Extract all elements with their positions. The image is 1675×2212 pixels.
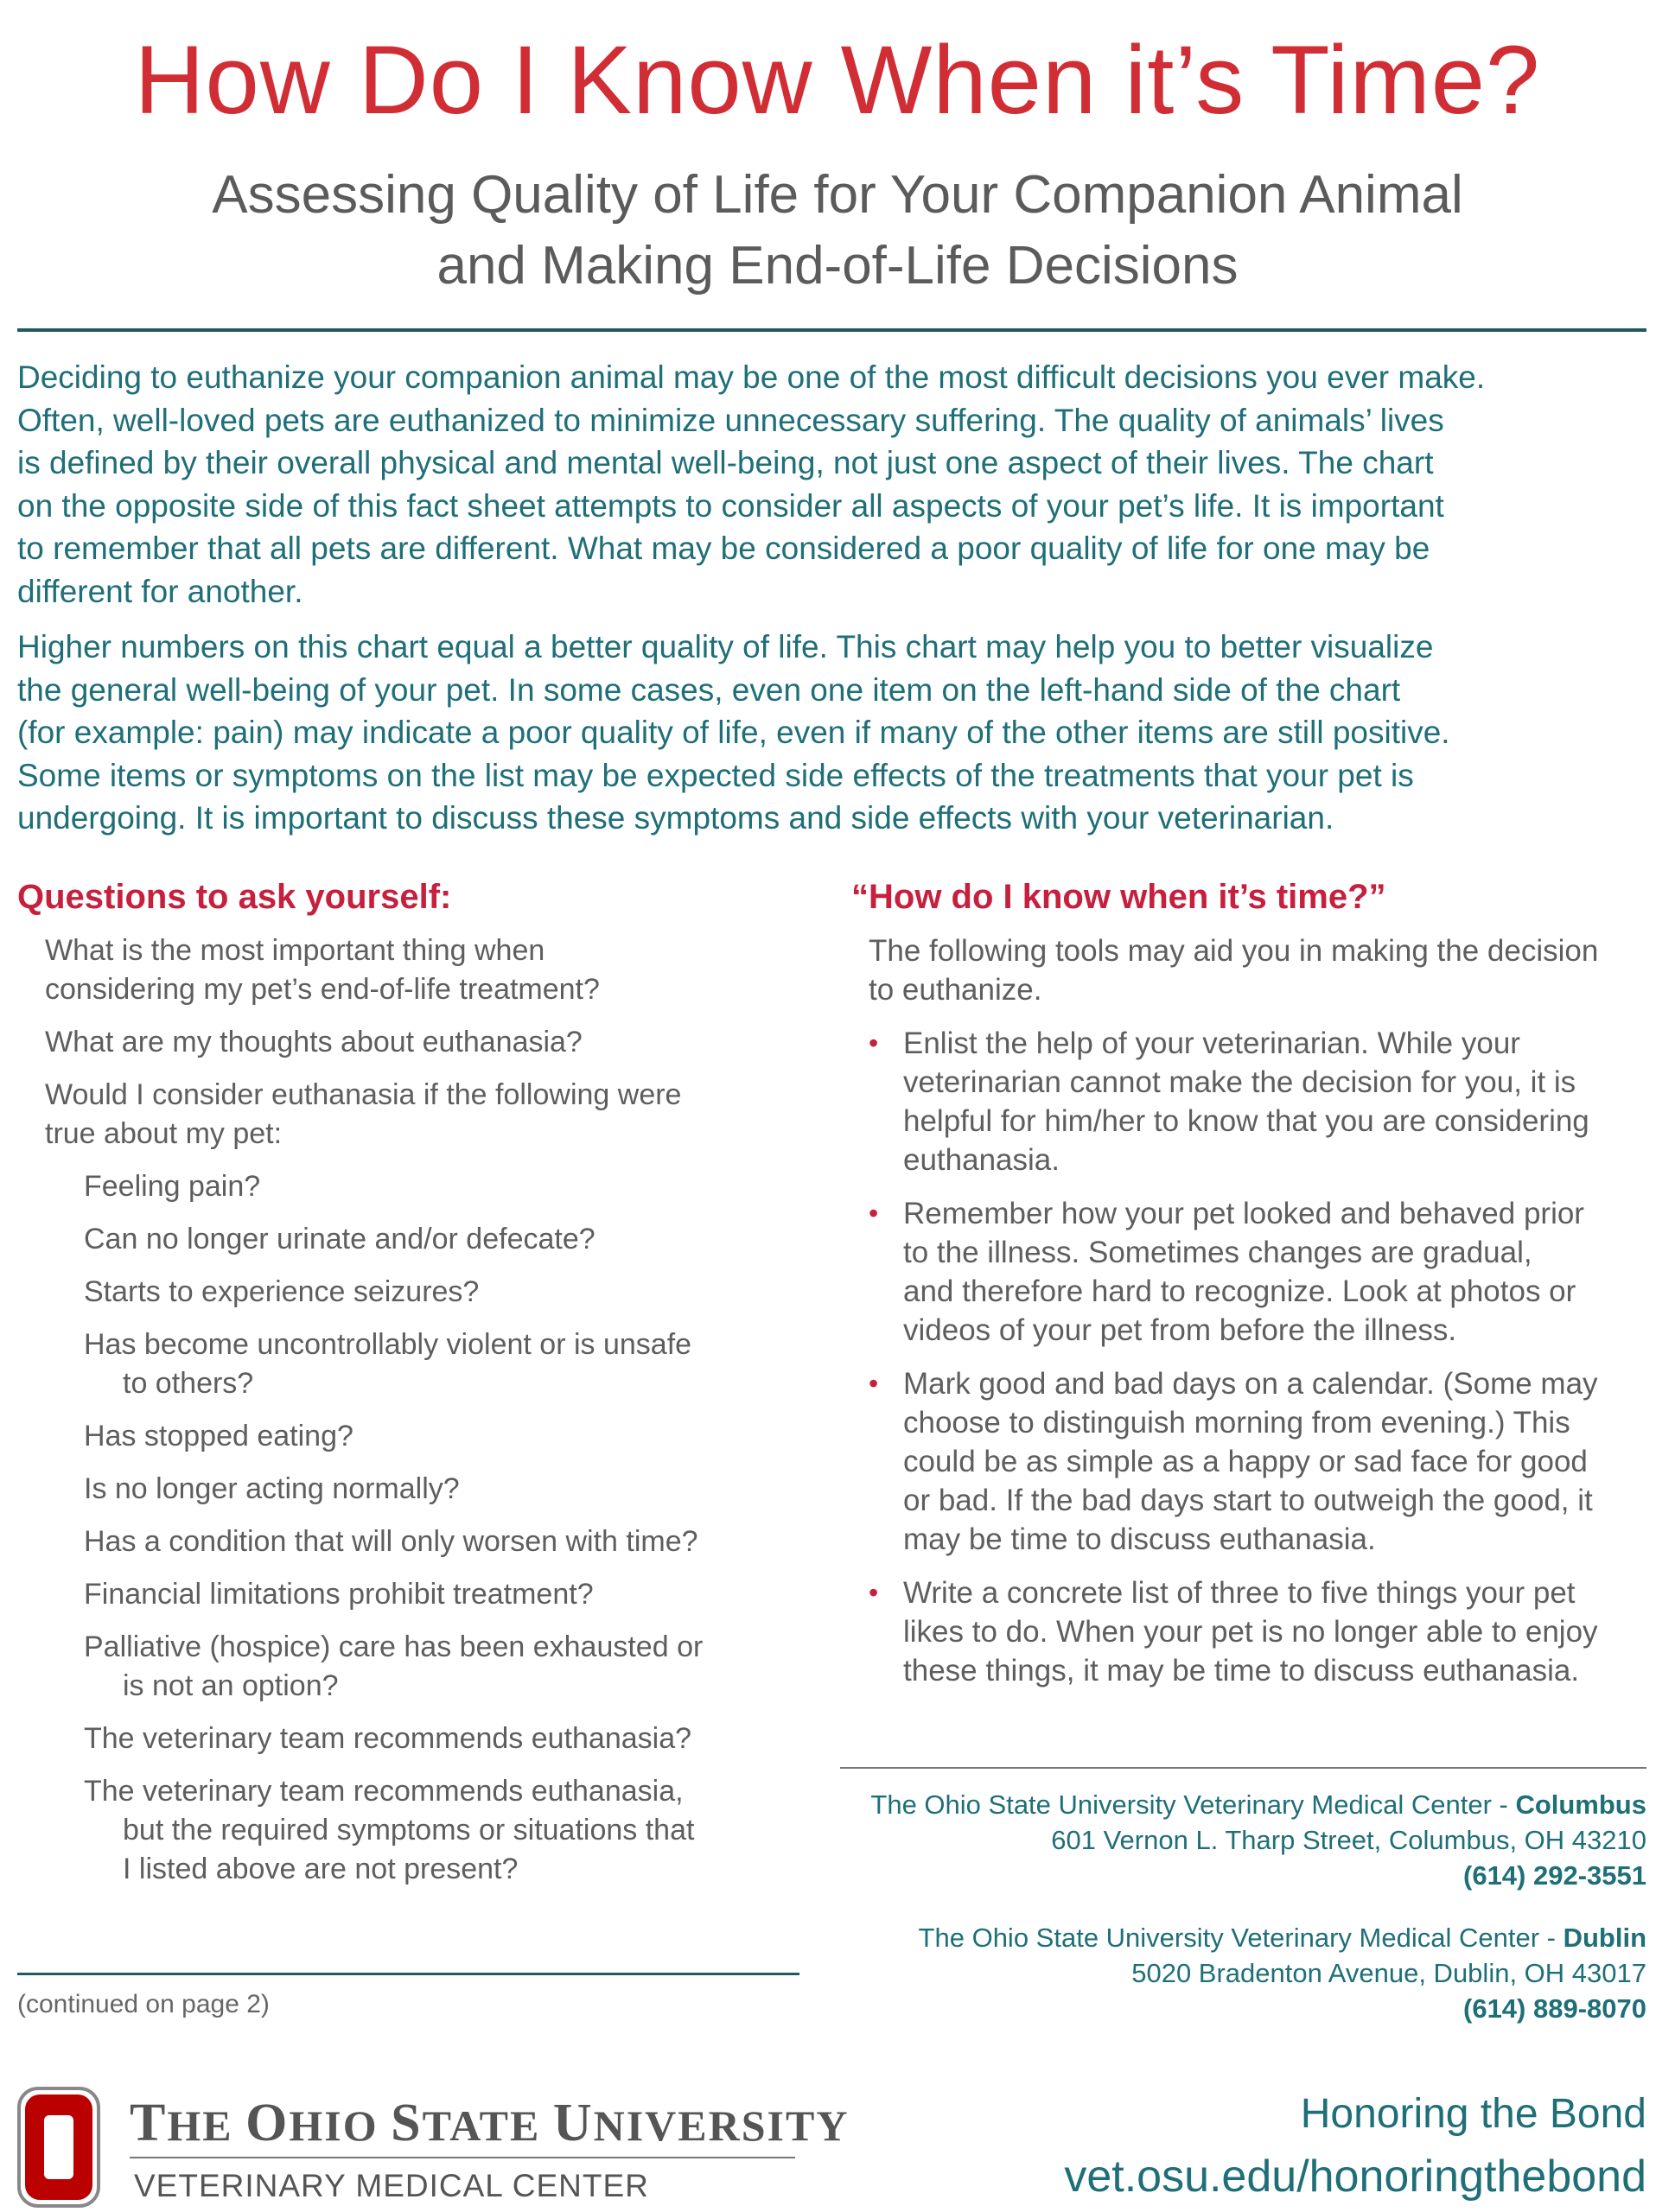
bullet-line: could be as simple as a happy or sad face for good bbox=[903, 1445, 1588, 1478]
condition-line: to others? bbox=[123, 1367, 254, 1400]
condition-line: The veterinary team recommends euthanasia, bbox=[84, 1775, 684, 1808]
question-item bbox=[45, 931, 797, 1009]
intro-line: (for example: pain) may indicate a poor quality of life, even if many of the other items are still positive. bbox=[17, 715, 1450, 750]
condition-line: Has stopped eating? bbox=[84, 1420, 353, 1452]
question-line: Would I consider euthanasia if the following were bbox=[45, 1078, 682, 1111]
contact-divider bbox=[840, 1767, 1646, 1769]
intro-line: Higher numbers on this chart equal a better quality of life. This chart may help you to better visualize bbox=[17, 629, 1434, 664]
location-address: 5020 Bradenton Avenue, Dublin, OH 43017 bbox=[1131, 1958, 1646, 1988]
questions-heading: Questions to ask yourself: bbox=[17, 878, 452, 916]
condition-item bbox=[45, 1719, 797, 1758]
condition-line: Palliative (hospice) care has been exhausted or bbox=[84, 1630, 704, 1663]
condition-line: is not an option? bbox=[123, 1669, 339, 1702]
intro-paragraph-2 bbox=[17, 626, 1659, 840]
condition-item bbox=[45, 1220, 797, 1259]
condition-item bbox=[45, 1470, 797, 1509]
intro-paragraph-1 bbox=[17, 356, 1659, 613]
condition-item bbox=[45, 1273, 797, 1312]
condition-line: but the required symptoms or situations that bbox=[123, 1814, 695, 1847]
questions-list bbox=[45, 931, 797, 1889]
tools-intro-line: to euthanize. bbox=[869, 973, 1042, 1007]
condition-line: Has become uncontrollably violent or is unsafe bbox=[84, 1328, 692, 1361]
bullet-line: likes to do. When your pet is no longer able to enjoy bbox=[903, 1615, 1598, 1649]
condition-line: Starts to experience seizures? bbox=[84, 1275, 480, 1308]
intro-line: Often, well-loved pets are euthanized to minimize unnecessary suffering. The quality of animals’ lives bbox=[17, 402, 1444, 438]
bullet-line: euthanasia. bbox=[903, 1143, 1060, 1177]
program-url: vet.osu.edu/honoringthebond bbox=[1064, 2152, 1646, 2202]
tool-bullet bbox=[869, 1573, 1646, 1690]
program-name: Honoring the Bond bbox=[1300, 2091, 1646, 2137]
tools-heading: “How do I know when it’s time?” bbox=[851, 878, 1386, 916]
college-name: VETERINARY MEDICAL CENTER bbox=[134, 2168, 649, 2203]
condition-line: Is no longer acting normally? bbox=[84, 1472, 460, 1505]
question-line: true about my pet: bbox=[45, 1117, 283, 1150]
bullet-icon: • bbox=[869, 1368, 879, 1399]
university-name: THE OHIO STATE UNIVERSITY bbox=[130, 2094, 850, 2152]
intro-line: undergoing. It is important to discuss these symptoms and side effects with your veterinarian. bbox=[17, 800, 1334, 836]
location-phone: (614) 889-8070 bbox=[1463, 1993, 1646, 2024]
location-name: The Ohio State University Veterinary Medical Center - bbox=[870, 1789, 1516, 1820]
subtitle-line: and Making End-of-Life Decisions bbox=[436, 236, 1239, 296]
logo-divider bbox=[130, 2157, 795, 2158]
bullet-line: choose to distinguish morning from evening.) This bbox=[903, 1406, 1570, 1440]
condition-line: Can no longer urinate and/or defecate? bbox=[84, 1223, 595, 1255]
columbus-contact bbox=[782, 1787, 1646, 1893]
bullet-line: to the illness. Sometimes changes are gradual, bbox=[903, 1236, 1532, 1269]
intro-line: Deciding to euthanize your companion animal may be one of the most difficult decisions you ever make. bbox=[17, 359, 1486, 395]
intro-line: to remember that all pets are different. What may be considered a poor quality of life for one may be bbox=[17, 531, 1430, 566]
condition-line: Feeling pain? bbox=[84, 1170, 261, 1203]
bullet-line: these things, it may be time to discuss euthanasia. bbox=[903, 1654, 1580, 1688]
tools-intro-line: The following tools may aid you in making the decision bbox=[869, 934, 1599, 968]
continued-note: (continued on page 2) bbox=[17, 1990, 270, 2018]
bullet-line: Enlist the help of your veterinarian. While your bbox=[903, 1027, 1520, 1060]
bullet-icon: • bbox=[869, 1027, 879, 1058]
bullet-line: and therefore hard to recognize. Look at photos or bbox=[903, 1274, 1576, 1308]
condition-item bbox=[45, 1628, 797, 1706]
question-line: What is the most important thing when bbox=[45, 934, 545, 967]
intro-line: is defined by their overall physical and mental well-being, not just one aspect of their lives. The chart bbox=[17, 445, 1434, 480]
tools-section bbox=[869, 931, 1646, 1690]
condition-item bbox=[45, 1325, 797, 1403]
bullet-line: videos of your pet from before the illness. bbox=[903, 1313, 1457, 1347]
bullet-line: Mark good and bad days on a calendar. (Some may bbox=[903, 1367, 1598, 1401]
condition-item bbox=[45, 1575, 797, 1614]
osu-logo bbox=[17, 2087, 850, 2208]
location-city: Dublin bbox=[1563, 1923, 1646, 1953]
question-item bbox=[45, 1023, 797, 1062]
condition-line: The veterinary team recommends euthanasia? bbox=[84, 1722, 692, 1755]
header-divider bbox=[17, 328, 1646, 332]
intro-line: different for another. bbox=[17, 573, 303, 609]
continued-divider bbox=[17, 1973, 799, 1975]
question-line: What are my thoughts about euthanasia? bbox=[45, 1026, 583, 1058]
condition-item bbox=[45, 1167, 797, 1206]
bullet-icon: • bbox=[869, 1577, 879, 1608]
tool-bullet bbox=[869, 1364, 1646, 1559]
bullet-line: or bad. If the bad days start to outweigh the good, it bbox=[903, 1484, 1593, 1517]
question-line: considering my pet’s end-of-life treatment? bbox=[45, 973, 600, 1006]
condition-line: Financial limitations prohibit treatment? bbox=[84, 1578, 594, 1611]
location-city: Columbus bbox=[1515, 1789, 1646, 1820]
subtitle-line: Assessing Quality of Life for Your Companion Animal bbox=[212, 165, 1463, 225]
location-address: 601 Vernon L. Tharp Street, Columbus, OH 43210 bbox=[1051, 1825, 1646, 1855]
bullet-line: helpful for him/her to know that you are considering bbox=[903, 1104, 1589, 1138]
intro-line: on the opposite side of this fact sheet attempts to consider all aspects of your pet’s life. It is important bbox=[17, 487, 1444, 524]
dublin-contact bbox=[782, 1920, 1646, 2026]
bullet-line: veterinarian cannot make the decision for you, it is bbox=[903, 1065, 1576, 1099]
bullet-line: Write a concrete list of three to five things your pet bbox=[903, 1576, 1576, 1610]
tool-bullet bbox=[869, 1024, 1646, 1179]
page-title: How Do I Know When it’s Time? bbox=[134, 26, 1541, 134]
page-subtitle bbox=[0, 160, 1675, 302]
condition-line: Has a condition that will only worsen with time? bbox=[84, 1525, 698, 1558]
intro-line: the general well-being of your pet. In some cases, even one item on the left-hand side of the chart bbox=[17, 671, 1401, 708]
question-item bbox=[45, 1076, 797, 1154]
tool-bullet bbox=[869, 1194, 1646, 1350]
condition-item bbox=[45, 1522, 797, 1561]
intro-line: Some items or symptoms on the list may be expected side effects of the treatments that your pet is bbox=[17, 757, 1414, 793]
location-name: The Ohio State University Veterinary Medical Center - bbox=[918, 1923, 1564, 1953]
condition-line: I listed above are not present? bbox=[123, 1853, 519, 1885]
block-o-logo-icon bbox=[17, 2087, 100, 2208]
condition-item bbox=[45, 1417, 797, 1456]
location-phone: (614) 292-3551 bbox=[1463, 1860, 1646, 1891]
bullet-line: may be time to discuss euthanasia. bbox=[903, 1522, 1376, 1556]
tools-intro bbox=[869, 931, 1646, 1009]
bullet-icon: • bbox=[869, 1198, 879, 1229]
condition-item bbox=[45, 1772, 797, 1889]
bullet-line: Remember how your pet looked and behaved prior bbox=[903, 1197, 1584, 1230]
